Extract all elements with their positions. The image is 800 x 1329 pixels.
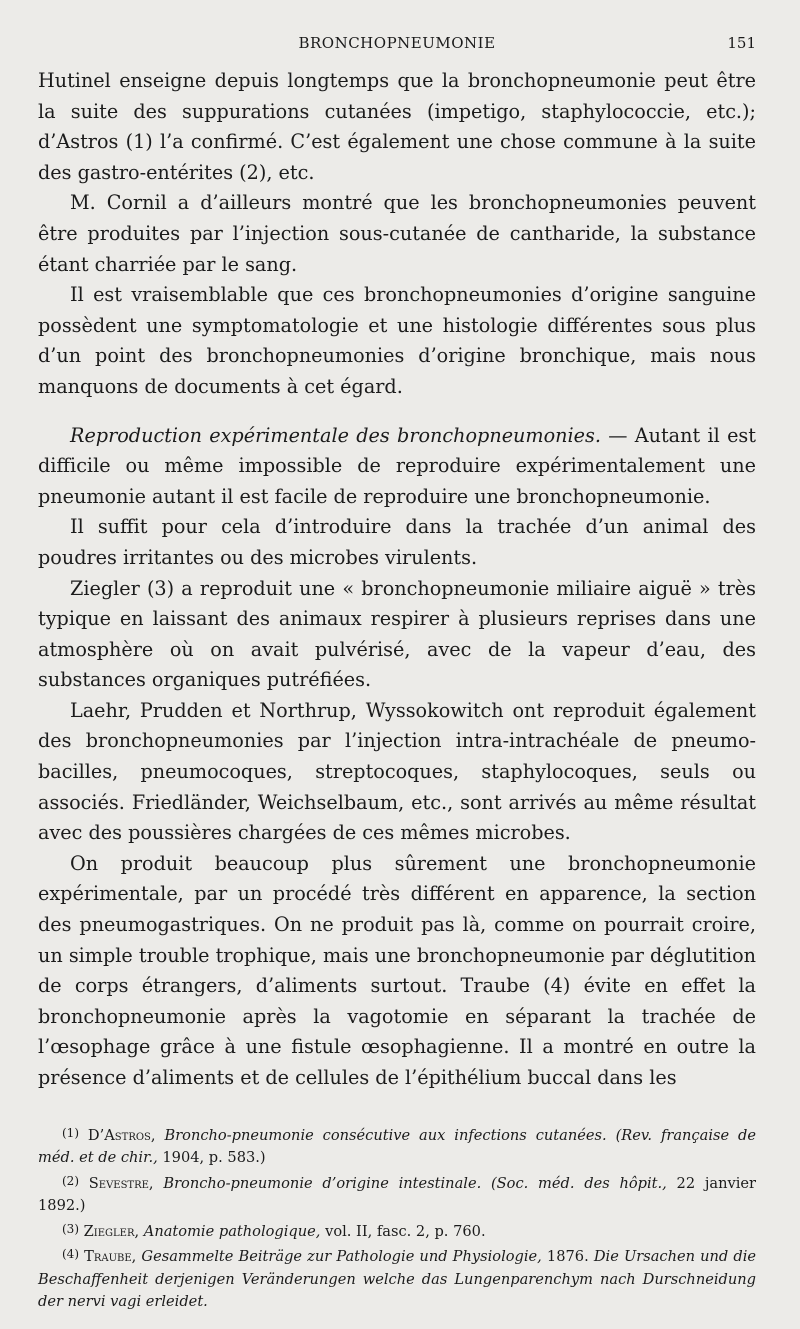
page-number: 151 [727,34,756,52]
footnote-source: (Soc. méd. des hôpit., [490,1174,667,1192]
paragraph-text: Il suffit pour cela d’introduire dans la trachée d’un animal des poudres irritantes ou des microbes virulents. [38,515,756,569]
footnote [38,1122,756,1170]
paragraph [38,696,756,849]
main-text [38,66,756,1094]
paragraph-text: M. Cornil a d’ailleurs montré que les bronchopneumonies peuvent être produites par l’injection sous-cutanée de cantharide, la substance étant charriée par le sang. [38,191,756,276]
footnote-mark: (4) [62,1247,79,1262]
footnote-mark: (1) [62,1125,79,1140]
footnote-details: 1876. [541,1248,594,1266]
footnote-author: Sevestre, [88,1174,154,1192]
footnote-mark: (3) [62,1221,79,1236]
page-header [38,32,756,54]
paragraph-text: Laehr, Prudden et Northrup, Wyssokowitch ont reproduit également des bronchopneumonies par l’injection intra-intrachéale de pneumo-bacilles, pneumocoques, streptocoques, staphylocoques, seuls ou associés. Friedländer, Weichselbaum, etc., sont arrivés au même résultat avec des poussières chargées de ces mêmes microbes. [38,698,756,845]
paragraph [38,512,756,573]
footnote-author: D’Astros, [87,1126,156,1144]
section-title: Reproduction expérimentale des bronchopneumonies. [70,423,601,447]
footnote-details: 1904, p. 583.) [157,1149,266,1167]
paragraph-text: Il est vraisemblable que ces bronchopneumonies d’origine sanguine possèdent une symptomatologie et une histologie différentes sous plus d’un point des bronchopneumonies d’origine bronchique, mais nous manquons de documents à cet égard. [38,283,756,398]
footnote-author: Traube, [84,1248,137,1266]
paragraph-text: Hutinel enseigne depuis longtemps que la bronchopneumonie peut être la suite des suppurations cutanées (impetigo, staphylococcie, etc.); d’Astros (1) l’a confirmé. C’est également une chose commune à la suite des gastro-entérites (2), etc. [38,69,756,184]
footnote-author: Ziegler, [83,1222,140,1240]
paragraph [38,188,756,280]
footnotes [38,1122,756,1314]
section-paragraph [38,421,756,513]
paragraph [38,280,756,402]
footnote-title: Broncho-pneumonie consécutive aux infections cutanées. [164,1126,607,1144]
paragraph-text: Ziegler (3) a reproduit une « bronchopneumonie miliaire aiguë » très typique en laissant des animaux respirer à plusieurs reprises dans une atmosphère où on avait pulvérisé, avec de la vapeur d’eau, des substances organiques putréfiées. [38,576,756,692]
paragraph-text: On produit beaucoup plus sûrement une bronchopneumonie expérimentale, par un procédé très différent en apparence, la section des pneumogastriques. On ne produit pas là, comme on pourrait croire, un simple trouble trophique, mais une bronchopneumonie par déglutition de corps étrangers, d’aliments surtout. Traube (4) évite en effet la bronchopneumonie après la vagotomie en séparant la trachée de l’œsophage grâce à une fistule œsophagienne. Il a montré en outre la présence d’aliments et de cellules de l’épithélium buccal dans les [38,851,756,1089]
footnote [38,1218,756,1244]
footnote-extra: Die Ursachen und die Beschaffenheit derjenigen Veränderungen welche das Lungenparenchym nach Durschneidung der nervi vagi erleidet. [38,1248,757,1311]
footnote-source: (Rev. française de méd. et de chir., [38,1126,757,1167]
paragraph [38,66,756,188]
running-head: BRONCHOPNEUMONIE [298,34,496,52]
footnote [38,1243,756,1314]
paragraph [38,849,756,1094]
paragraph-text: — Autant il est difficile ou même impossible de reproduire expérimentalement une pneumonie autant il est facile de reproduire une bronchopneumonie. [38,423,756,508]
footnote [38,1170,756,1218]
footnote-title: Gesammelte Beiträge zur Pathologie und Physiologie, [141,1248,542,1266]
footnote-details: vol. II, fasc. 2, p. 760. [320,1222,486,1240]
footnote-details: 22 janvier 1892.) [38,1174,757,1215]
footnote-mark: (2) [62,1173,79,1188]
paragraph [38,574,756,696]
footnote-title: Anatomie pathologique, [143,1222,321,1240]
footnote-title: Broncho-pneumonie d’origine intestinale. [163,1174,482,1192]
